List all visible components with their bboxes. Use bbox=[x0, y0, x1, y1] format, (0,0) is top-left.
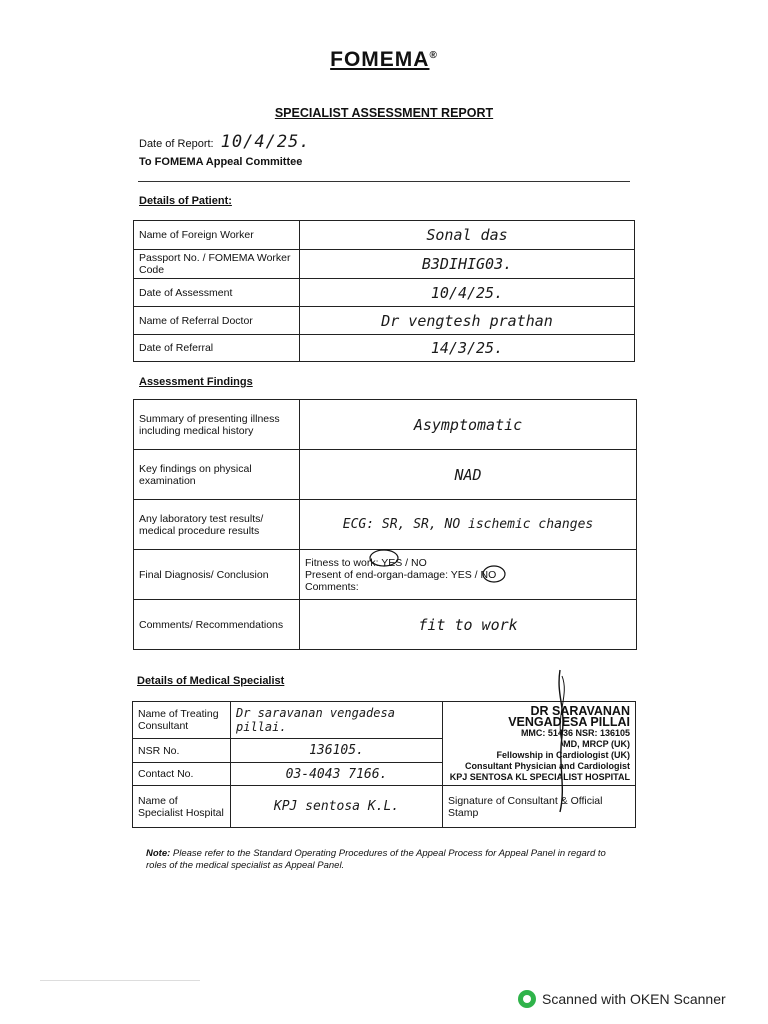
report-title: SPECIALIST ASSESSMENT REPORT bbox=[274, 106, 494, 120]
row-value: 136105. bbox=[231, 738, 443, 763]
no-circle bbox=[483, 566, 505, 582]
date-of-report-value: 10/4/25. bbox=[220, 132, 311, 152]
logo-text: FOMEMA bbox=[330, 48, 430, 71]
row-label: Name of Referral Doctor bbox=[134, 307, 300, 335]
registered-mark: ® bbox=[429, 50, 438, 61]
row-value: 14/3/25. bbox=[300, 335, 635, 362]
note-text: Please refer to the Standard Operating Procedures of the Appeal Process for Appeal Panel in regard to roles of the medical specialist as Appeal Panel. bbox=[146, 848, 606, 871]
note bbox=[146, 848, 626, 872]
row-value: Dr saravanan vengadesa pillai. bbox=[231, 702, 443, 739]
stamp-name: DR SARAVANAN VENGADESA PILLAI bbox=[508, 704, 630, 729]
row-label: Any laboratory test results/ medical procedure results bbox=[134, 500, 300, 550]
stamp-cell bbox=[443, 702, 636, 786]
table-row bbox=[134, 335, 635, 362]
note-label: Note: bbox=[146, 848, 171, 859]
stamp-role: Consultant Physician and Cardiologist bbox=[464, 761, 630, 771]
row-label: Comments/ Recommendations bbox=[134, 600, 300, 650]
to-line: To FOMEMA Appeal Committee bbox=[139, 156, 303, 168]
scanner-watermark bbox=[518, 990, 726, 1008]
row-label: Date of Assessment bbox=[134, 279, 300, 307]
divider bbox=[138, 181, 630, 182]
table-row bbox=[134, 250, 635, 279]
table-row bbox=[134, 400, 637, 450]
official-stamp bbox=[448, 706, 630, 783]
fitness-to-work: Fitness to work: YES / NO bbox=[305, 556, 427, 569]
row-value: KPJ sentosa K.L. bbox=[231, 786, 443, 828]
row-label: Passport No. / FOMEMA Worker Code bbox=[134, 250, 300, 279]
stamp-quals: MD, MRCP (UK) bbox=[563, 739, 630, 749]
specialist-heading: Details of Medical Specialist bbox=[137, 675, 285, 687]
row-value: ECG: SR, SR, NO ischemic changes bbox=[300, 500, 637, 550]
findings-heading: Assessment Findings bbox=[139, 376, 253, 388]
stamp-fellowship: Fellowship in Cardiologist (UK) bbox=[496, 750, 630, 760]
end-organ-damage: Present of end-organ-damage: YES / NO bbox=[305, 568, 497, 581]
row-value: fit to work bbox=[300, 600, 637, 650]
row-value: Asymptomatic bbox=[300, 400, 637, 450]
scan-edge-line bbox=[40, 980, 200, 981]
table-row bbox=[134, 279, 635, 307]
findings-table bbox=[133, 399, 637, 650]
oken-scanner-icon bbox=[518, 990, 536, 1008]
date-of-report bbox=[139, 132, 311, 152]
row-label: Contact No. bbox=[133, 763, 231, 786]
row-value: 10/4/25. bbox=[300, 279, 635, 307]
table-row bbox=[134, 450, 637, 500]
row-value: B3DIHIG03. bbox=[300, 250, 635, 279]
stamp-hospital: KPJ SENTOSA KL SPECIALIST HOSPITAL bbox=[449, 772, 630, 782]
fomema-logo bbox=[0, 48, 768, 72]
patient-table bbox=[133, 220, 635, 362]
row-value: Sonal das bbox=[300, 221, 635, 250]
row-label: NSR No. bbox=[133, 738, 231, 763]
row-label: Date of Referral bbox=[134, 335, 300, 362]
row-label: Name of Treating Consultant bbox=[133, 702, 231, 739]
row-label: Name of Specialist Hospital bbox=[133, 786, 231, 828]
table-row bbox=[134, 500, 637, 550]
selection-circles bbox=[300, 548, 520, 584]
row-value: NAD bbox=[300, 450, 637, 500]
stamp-mmc: MMC: 51436 NSR: 136105 bbox=[520, 728, 630, 738]
yes-circle bbox=[370, 550, 398, 566]
row-label: Summary of presenting illness including medical history bbox=[134, 400, 300, 450]
row-label: Key findings on physical examination bbox=[134, 450, 300, 500]
row-label: Name of Foreign Worker bbox=[134, 221, 300, 250]
date-of-report-label: Date of Report: bbox=[139, 138, 214, 150]
comments-label: Comments: bbox=[305, 580, 359, 593]
signature-label: Signature of Consultant & Official Stamp bbox=[443, 786, 636, 828]
row-value: Dr vengtesh prathan bbox=[300, 307, 635, 335]
patient-heading: Details of Patient: bbox=[139, 195, 232, 207]
row-value: 03-4043 7166. bbox=[231, 763, 443, 786]
table-row bbox=[134, 221, 635, 250]
table-row bbox=[134, 307, 635, 335]
scanner-text: Scanned with OKEN Scanner bbox=[542, 991, 726, 1007]
table-row bbox=[134, 600, 637, 650]
row-label: Final Diagnosis/ Conclusion bbox=[134, 550, 300, 600]
signature bbox=[548, 666, 578, 816]
